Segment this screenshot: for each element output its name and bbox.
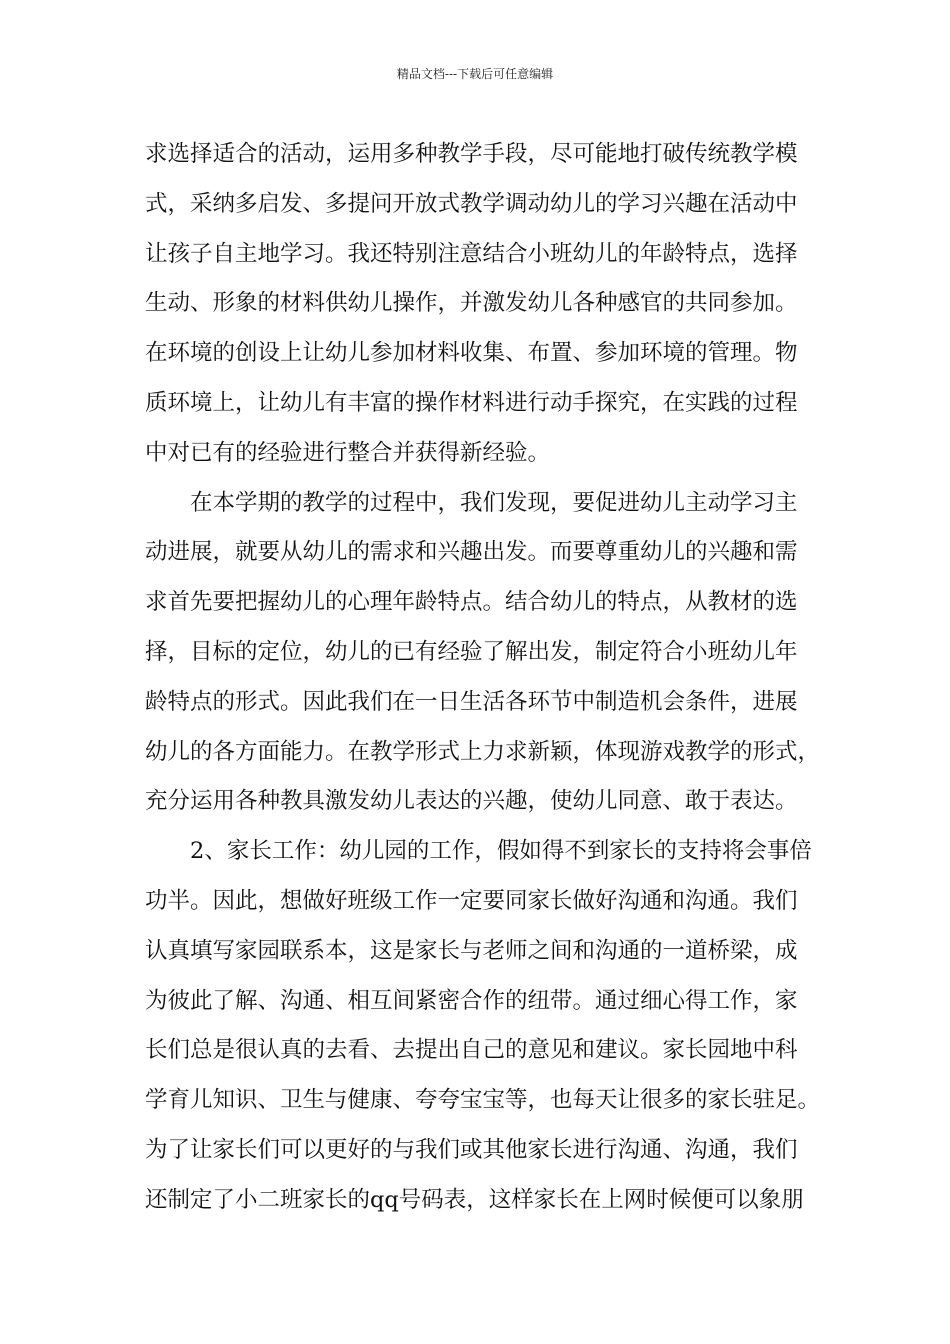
text-line: 长们总是很认真的去看、去提出自己的意见和建议。家长园地中科 [145, 1037, 798, 1064]
document-body [145, 130, 825, 1226]
text-line: 求选择适合的活动，运用多种教学手段，尽可能地打破传统教学模 [145, 141, 798, 167]
text-line: 功半。因此，想做好班级工作一定要同家长做好沟通和沟通。我们 [145, 887, 798, 914]
text-line: 求首先要把握幼儿的心理年龄特点。结合幼儿的特点，从教材的选 [145, 589, 798, 616]
text-line: 质环境上，让幼儿有丰富的操作材料进行动手探究，在实践的过程 [145, 389, 798, 416]
text-line: 学育儿知识、卫生与健康、夸夸宝宝等，也每天让很多的家长驻足。 [145, 1087, 821, 1114]
paragraph [145, 827, 825, 1225]
text-line: 动进展，就要从幼儿的需求和兴趣出发。而要尊重幼儿的兴趣和需 [145, 539, 798, 566]
paragraph [145, 130, 825, 479]
text-line: 龄特点的形式。因此我们在一日生活各环节中制造机会条件，进展 [145, 688, 798, 715]
text-line: 为彼此了解、沟通、相互间紧密合作的纽带。通过细心得工作，家 [145, 987, 798, 1014]
text-line: 中对已有的经验进行整合并获得新经验。 [145, 439, 551, 466]
text-line: 2、家长工作：幼儿园的工作，假如得不到家长的支持将会事倍 [190, 838, 812, 865]
text-line: 为了让家长们可以更好的与我们或其他家长进行沟通、沟通，我们 [145, 1136, 798, 1163]
text-line: 择，目标的定位，幼儿的已有经验了解出发，制定符合小班幼儿年 [145, 638, 798, 665]
text-line: 幼儿的各方面能力。在教学形式上力求新颖，体现游戏教学的形式， [145, 738, 821, 765]
paragraph [145, 479, 825, 828]
text-line: 在环境的创设上让幼儿参加材料收集、布置、参加环境的管理。物 [145, 340, 798, 367]
text-line: 还制定了小二班家长的qq号码表，这样家长在上网时候便可以象朋 [145, 1186, 804, 1213]
text-line: 充分运用各种教具激发幼儿表达的兴趣，使幼儿同意、敢于表达。 [145, 788, 798, 815]
page-header: 精品文档---下载后可任意编辑 [396, 67, 554, 81]
text-line: 生动、形象的材料供幼儿操作，并激发幼儿各种感官的共同参加。 [145, 290, 798, 317]
text-line: 式，采纳多启发、多提问开放式教学调动幼儿的学习兴趣在活动中 [145, 190, 798, 217]
text-line: 在本学期的教学的过程中，我们发现，要促进幼儿主动学习主 [190, 489, 798, 516]
text-line: 认真填写家园联系本，这是家长与老师之间和沟通的一道桥梁，成 [145, 937, 798, 964]
text-line: 让孩子自主地学习。我还特别注意结合小班幼儿的年龄特点，选择 [145, 240, 798, 267]
